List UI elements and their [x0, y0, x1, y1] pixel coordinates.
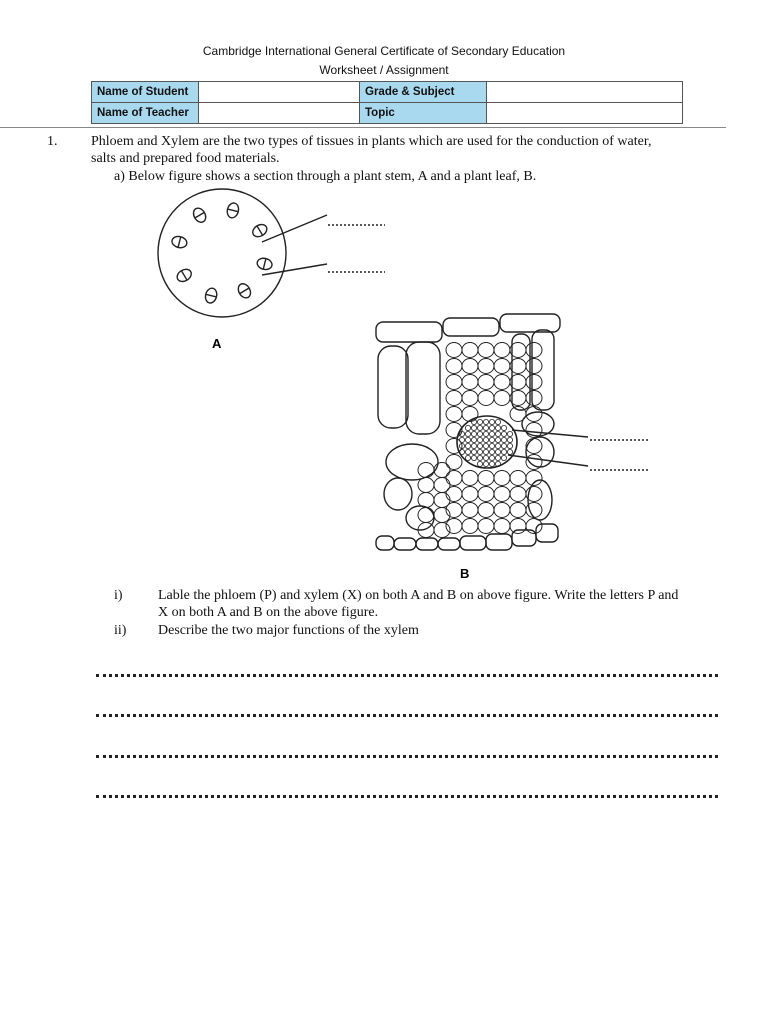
- sub-question-ii-text: Describe the two major functions of the xylem: [158, 623, 419, 638]
- parenchyma-cell: [478, 391, 494, 406]
- parenchyma-cell: [478, 375, 494, 390]
- question-number: 1.: [47, 134, 58, 149]
- vascular-cell: [477, 455, 482, 460]
- vascular-cell: [459, 449, 464, 454]
- vascular-cell: [501, 443, 506, 448]
- parenchyma-cell: [462, 487, 478, 502]
- parenchyma-cell: [446, 455, 462, 470]
- vascular-cell: [501, 455, 506, 460]
- vascular-cell: [489, 419, 494, 424]
- vascular-cell: [465, 431, 470, 436]
- leaf-section-figure: [376, 314, 648, 550]
- vascular-cell: [465, 449, 470, 454]
- vascular-bundle: [191, 206, 208, 225]
- parenchyma-cell: [446, 343, 462, 358]
- vascular-cell: [489, 449, 494, 454]
- vascular-cell: [483, 431, 488, 436]
- vascular-bundle: [236, 282, 253, 301]
- parenchyma-cell: [418, 478, 434, 493]
- topic-label: Topic: [360, 103, 487, 124]
- parenchyma-cell: [462, 375, 478, 390]
- vascular-cell: [483, 461, 488, 466]
- parenchyma-cell: [510, 503, 526, 518]
- vascular-cell: [465, 455, 470, 460]
- vascular-cell: [483, 449, 488, 454]
- vascular-bundle: [204, 287, 218, 304]
- figure-a-label: A: [212, 336, 222, 351]
- parenchyma-cell: [462, 407, 478, 422]
- vascular-bundle: [171, 235, 188, 249]
- vascular-cell: [483, 443, 488, 448]
- vascular-cell: [483, 419, 488, 424]
- vascular-cell: [495, 425, 500, 430]
- parenchyma-cell: [446, 391, 462, 406]
- vascular-cell: [501, 437, 506, 442]
- parenchyma-cell: [526, 391, 542, 406]
- grade-subject-label: Grade & Subject: [360, 82, 487, 103]
- vascular-cell: [477, 461, 482, 466]
- vascular-cell: [477, 425, 482, 430]
- vascular-cell: [471, 455, 476, 460]
- vascular-cell: [465, 443, 470, 448]
- sub-question-i-line1: Lable the phloem (P) and xylem (X) on both A and B on above figure. Write the letters P and: [158, 588, 679, 603]
- stem-cross-section-figure: [158, 189, 385, 317]
- part-a-text: a) Below figure shows a section through a plant stem, A and a plant leaf, B.: [114, 169, 537, 184]
- vascular-cell: [495, 443, 500, 448]
- parenchyma-cell: [494, 487, 510, 502]
- parenchyma-cell: [446, 471, 462, 486]
- vascular-cell: [507, 431, 512, 436]
- parenchyma-cell: [494, 519, 510, 534]
- teacher-name-label: Name of Teacher: [92, 103, 199, 124]
- parenchyma-cell: [526, 343, 542, 358]
- vascular-cell: [489, 425, 494, 430]
- vascular-bundles: [171, 202, 273, 304]
- parenchyma-cell: [478, 359, 494, 374]
- parenchyma-cell: [478, 519, 494, 534]
- vascular-cell: [483, 437, 488, 442]
- parenchyma-cell: [462, 519, 478, 534]
- parenchyma-cell: [478, 343, 494, 358]
- parenchyma-cell: [434, 478, 450, 493]
- vascular-cell: [471, 437, 476, 442]
- question-text-line1: Phloem and Xylem are the two types of tissues in plants which are used for the conduction of water,: [91, 134, 652, 149]
- vascular-cell: [477, 437, 482, 442]
- vascular-cell: [495, 449, 500, 454]
- vascular-cell: [489, 455, 494, 460]
- vascular-cell: [471, 425, 476, 430]
- vascular-cell: [459, 437, 464, 442]
- vascular-bundle: [226, 202, 240, 219]
- vascular-cell: [495, 419, 500, 424]
- vascular-cell: [477, 443, 482, 448]
- vascular-cell: [477, 449, 482, 454]
- vascular-cell: [483, 455, 488, 460]
- vascular-cell: [465, 425, 470, 430]
- parenchyma-cell: [494, 503, 510, 518]
- vascular-cell: [489, 443, 494, 448]
- vascular-cell: [483, 425, 488, 430]
- vascular-cell: [495, 431, 500, 436]
- parenchyma-cell: [510, 487, 526, 502]
- parenchyma-cell: [494, 391, 510, 406]
- parenchyma-cell: [434, 463, 450, 478]
- vascular-cell: [489, 437, 494, 442]
- vascular-cell: [477, 419, 482, 424]
- parenchyma-cell: [478, 471, 494, 486]
- parenchyma-cell: [526, 439, 542, 454]
- parenchyma-cell: [462, 391, 478, 406]
- sub-question-i-number: i): [114, 588, 123, 603]
- vascular-cell: [501, 425, 506, 430]
- answer-line[interactable]: [96, 795, 718, 798]
- vascular-cell: [507, 443, 512, 448]
- parenchyma-cell: [510, 407, 526, 422]
- vascular-cell: [471, 443, 476, 448]
- vascular-cell: [471, 431, 476, 436]
- figure-b-label: B: [460, 566, 470, 581]
- parenchyma-cell: [494, 471, 510, 486]
- parenchyma-cell: [526, 455, 542, 470]
- parenchyma-cell: [446, 407, 462, 422]
- student-name-label: Name of Student: [92, 82, 199, 103]
- answer-line[interactable]: [96, 674, 718, 677]
- parenchyma-cell: [462, 359, 478, 374]
- parenchyma-cell: [526, 375, 542, 390]
- vascular-cell: [507, 437, 512, 442]
- parenchyma-cell: [494, 343, 510, 358]
- parenchyma-cell: [462, 343, 478, 358]
- sub-question-i-line2: X on both A and B on the above figure.: [158, 605, 379, 620]
- sub-question-ii-number: ii): [114, 623, 127, 638]
- vascular-bundle: [256, 257, 273, 271]
- vascular-cell: [495, 437, 500, 442]
- parenchyma-cell: [462, 503, 478, 518]
- parenchyma-cell: [510, 519, 526, 534]
- vascular-cell: [477, 431, 482, 436]
- parenchyma-cell: [434, 493, 450, 508]
- worksheet-title: Cambridge International General Certificate of Secondary Education: [202, 44, 566, 58]
- vascular-cell: [501, 431, 506, 436]
- parenchyma-cell: [446, 359, 462, 374]
- vascular-cell: [489, 431, 494, 436]
- vascular-cell: [489, 461, 494, 466]
- parenchyma-cell: [478, 487, 494, 502]
- parenchyma-cell: [418, 508, 434, 523]
- parenchyma-cell: [462, 471, 478, 486]
- vascular-cell: [507, 449, 512, 454]
- parenchyma-cell: [510, 471, 526, 486]
- vascular-bundle: [175, 267, 194, 284]
- parenchyma-cell: [418, 463, 434, 478]
- answer-line[interactable]: [96, 714, 718, 717]
- vascular-bundle: [251, 222, 270, 239]
- parenchyma-cell: [494, 359, 510, 374]
- vascular-cell: [471, 449, 476, 454]
- vascular-cell: [465, 437, 470, 442]
- question-text-line2: salts and prepared food materials.: [91, 151, 280, 166]
- answer-line[interactable]: [96, 755, 718, 758]
- vascular-cell: [501, 449, 506, 454]
- parenchyma-cell: [494, 375, 510, 390]
- vascular-cell: [495, 455, 500, 460]
- parenchyma-cell: [446, 375, 462, 390]
- worksheet-subtitle: Worksheet / Assignment: [319, 63, 449, 77]
- parenchyma-cell: [478, 503, 494, 518]
- parenchyma-cell: [418, 493, 434, 508]
- parenchyma-cell: [526, 359, 542, 374]
- parenchyma-cell: [526, 503, 542, 518]
